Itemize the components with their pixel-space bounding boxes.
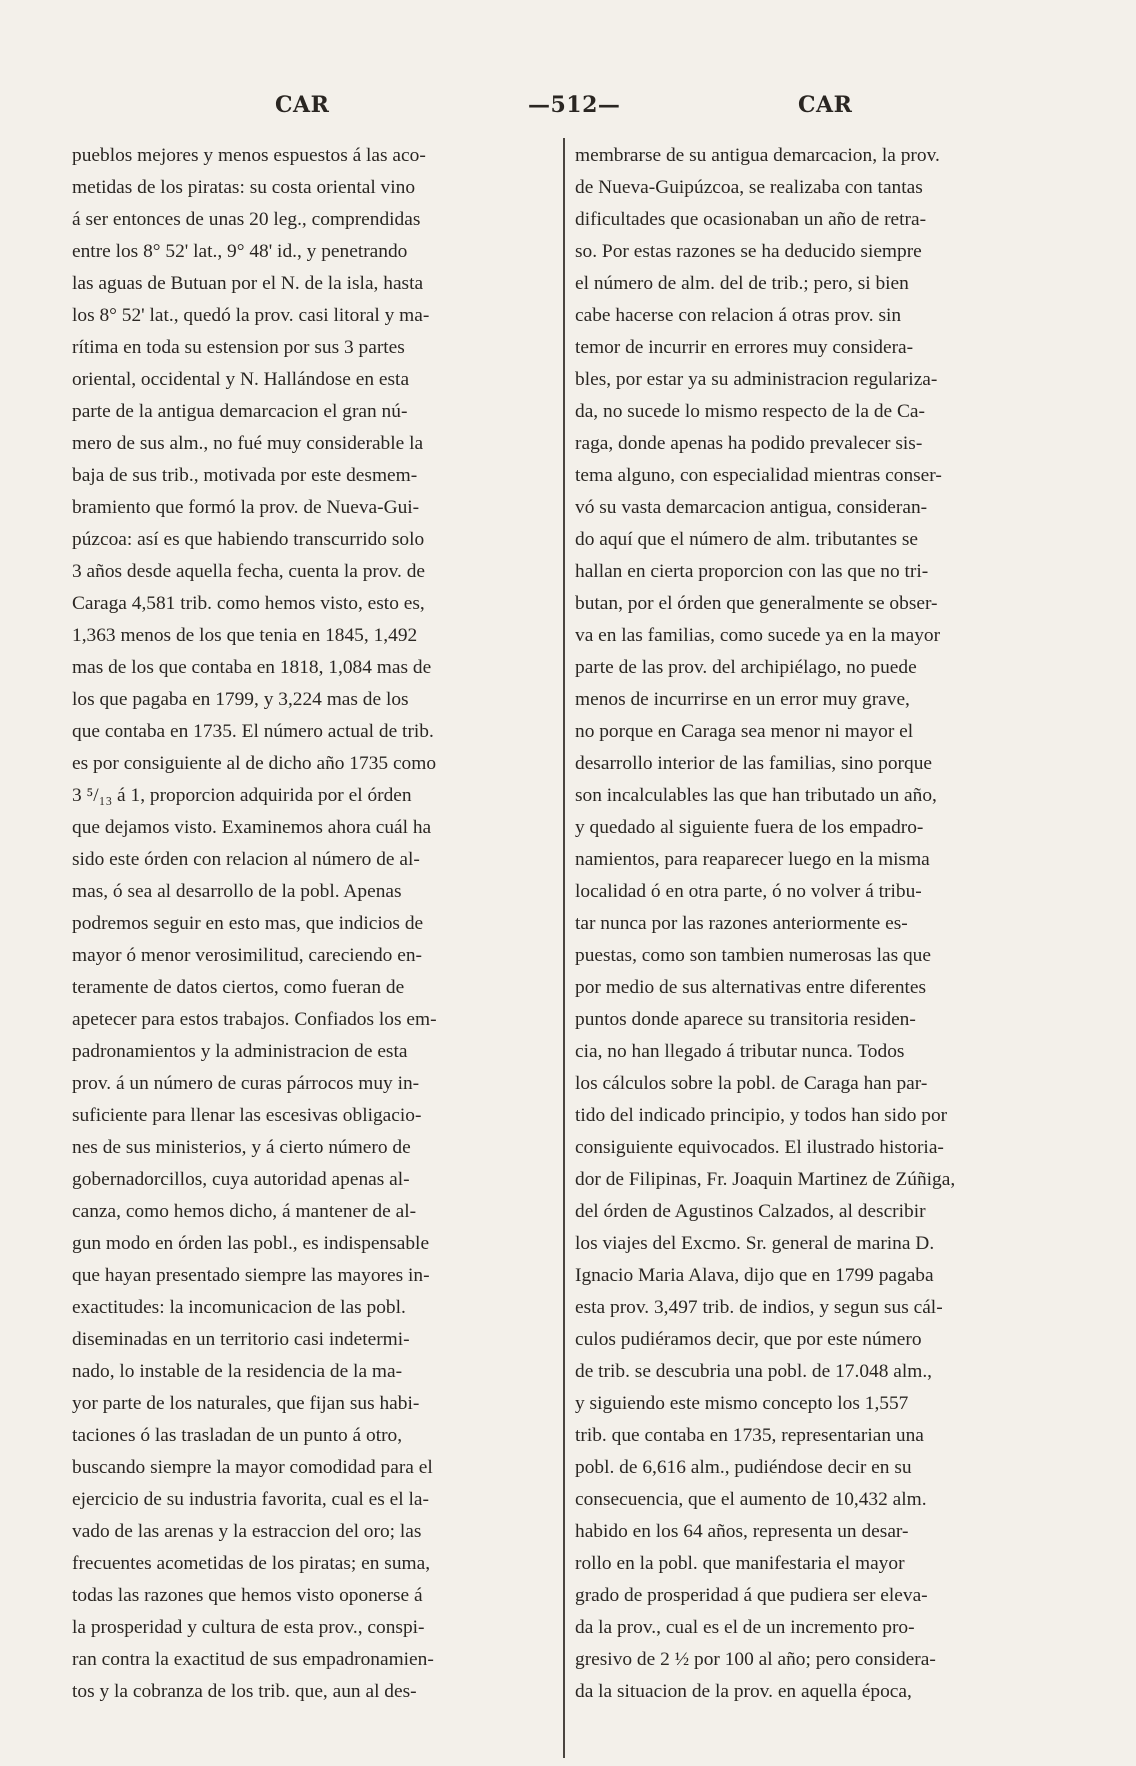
text-line: parte de la antigua demarcacion el gran nú- [72,401,408,422]
text-line: metidas de los piratas: su costa oriental vino [72,177,416,198]
text-line: frecuentes acometidas de los piratas; en suma, [72,1553,431,1574]
text-line: es por consiguiente al de dicho año 1735 como [72,753,437,774]
text-line: trib. que contaba en 1735, representarian una [575,1425,924,1446]
text-line: á ser entonces de unas 20 leg., comprendidas [72,209,421,230]
text-line: dor de Filipinas, Fr. Joaquin Martinez de Zúñiga, [575,1169,956,1190]
text-line: y siguiendo este mismo concepto los 1,557 [575,1393,909,1414]
text-line: da la situacion de la prov. en aquella época, [575,1681,912,1702]
text-line: de Nueva-Guipúzcoa, se realizaba con tantas [575,177,923,198]
column-divider [563,138,565,1758]
text-line: mero de sus alm., no fué muy considerable la [72,433,424,454]
text-line: tema alguno, con especialidad mientras conser- [575,465,942,486]
text-line: gresivo de 2 ½ por 100 al año; pero considera- [575,1649,936,1670]
text-line: púzcoa: así es que habiendo transcurrido solo [72,529,425,550]
text-line: so. Por estas razones se ha deducido siempre [575,241,922,262]
text-line: yor parte de los naturales, que fijan sus habi- [72,1393,420,1414]
text-line: culos pudiéramos decir, que por este número [575,1329,922,1350]
text-line: tido del indicado principio, y todos han sido por [575,1105,948,1126]
text-line: membrarse de su antigua demarcacion, la prov. [575,145,940,166]
text-line: el número de alm. del de trib.; pero, si bien [575,273,909,294]
text-line: sido este órden con relacion al número de al- [72,849,420,870]
text-line: namientos, para reaparecer luego en la misma [575,849,930,870]
text-line: consiguiente equivocados. El ilustrado historia- [575,1137,944,1158]
text-line: taciones ó las trasladan de un punto á otro, [72,1425,403,1446]
text-line: gun modo en órden las pobl., es indispensable [72,1233,430,1254]
text-line: ran contra la exactitud de sus empadronamien- [72,1649,434,1670]
text-line: grado de prosperidad á que pudiera ser eleva- [575,1585,928,1606]
text-line: los 8° 52' lat., quedó la prov. casi litoral y ma- [72,305,430,326]
text-line: y quedado al siguiente fuera de los empadro- [575,817,924,838]
text-line: buscando siempre la mayor comodidad para el [72,1457,433,1478]
text-line: nado, lo instable de la residencia de la ma- [72,1361,403,1382]
text-line: menos de incurrirse en un error muy grave, [575,689,910,710]
page-header [0,92,1136,128]
text-line: puestas, como son tambien numerosas las que [575,945,931,966]
text-line: gobernadorcillos, cuya autoridad apenas al- [72,1169,410,1190]
right-text-column [575,140,1057,1708]
left-text-column [72,140,554,1708]
text-line: da la prov., cual es el de un incremento pro- [575,1617,915,1638]
text-line: podremos seguir en esto mas, que indicios de [72,913,424,934]
text-line: puntos donde aparece su transitoria residen- [575,1009,916,1030]
text-line: los viajes del Excmo. Sr. general de marina D. [575,1233,935,1254]
text-line: del órden de Agustinos Calzados, al describir [575,1201,926,1222]
text-line: bramiento que formó la prov. de Nueva-Gui- [72,497,420,518]
text-line: por medio de sus alternativas entre diferentes [575,977,927,998]
text-line: parte de las prov. del archipiélago, no puede [575,657,917,678]
text-line: prov. á un número de curas párrocos muy in- [72,1073,420,1094]
text-line: teramente de datos ciertos, como fueran de [72,977,405,998]
text-line: oriental, occidental y N. Hallándose en esta [72,369,410,390]
text-line: temor de incurrir en errores muy considera- [575,337,914,358]
text-line: localidad ó en otra parte, ó no volver á tribu- [575,881,922,902]
text-line: consecuencia, que el aumento de 10,432 alm. [575,1489,927,1510]
text-line: exactitudes: la incomunicacion de las pobl. [72,1297,406,1318]
text-line: va en las familias, como sucede ya en la mayor [575,625,941,646]
page-number: —512— [528,92,621,118]
text-line: que contaba en 1735. El número actual de trib. [72,721,434,742]
text-line: la prosperidad y cultura de esta prov., conspi- [72,1617,425,1638]
text-line: desarrollo interior de las familias, sino porque [575,753,933,774]
text-line: tos y la cobranza de los trib. que, aun al des- [72,1681,417,1702]
text-line: cabe hacerse con relacion á otras prov. sin [575,305,902,326]
text-line: nes de sus ministerios, y á cierto número de [72,1137,411,1158]
text-line: Ignacio Maria Alava, dijo que en 1799 pagaba [575,1265,934,1286]
text-line: de trib. se descubria una pobl. de 17.048 alm., [575,1361,933,1382]
text-line: los cálculos sobre la pobl. de Caraga han par- [575,1073,928,1094]
text-line: tar nunca por las razones anteriormente es- [575,913,908,934]
text-line: no porque en Caraga sea menor ni mayor el [575,721,914,742]
text-line: ejercicio de su industria favorita, cual es el la- [72,1489,429,1510]
text-line: rollo en la pobl. que manifestaria el mayor [575,1553,905,1574]
running-head-left: CAR [275,92,330,118]
running-head-right: CAR [798,92,853,118]
text-line: cia, no han llegado á tributar nunca. Todos [575,1041,905,1062]
text-line: canza, como hemos dicho, á mantener de al- [72,1201,417,1222]
text-line: bles, por estar ya su administracion regulariza- [575,369,938,390]
text-line: mayor ó menor verosimilitud, careciendo en- [72,945,422,966]
text-line: entre los 8° 52' lat., 9° 48' id., y penetrando [72,241,408,262]
text-line: mas de los que contaba en 1818, 1,084 mas de [72,657,432,678]
text-line: las aguas de Butuan por el N. de la isla, hasta [72,273,424,294]
text-line: 3 ⁵/₁₃ á 1, proporcion adquirida por el órden [72,785,412,806]
text-line: que dejamos visto. Examinemos ahora cuál ha [72,817,432,838]
text-line: que hayan presentado siempre las mayores in- [72,1265,430,1286]
text-line: diseminadas en un territorio casi indetermi- [72,1329,410,1350]
text-line: pobl. de 6,616 alm., pudiéndose decir en su [575,1457,912,1478]
text-line: pueblos mejores y menos espuestos á las aco- [72,145,426,166]
text-line: rítima en toda su estension por sus 3 partes [72,337,405,358]
text-line: dificultades que ocasionaban un año de retra- [575,209,927,230]
text-line: son incalculables las que han tributado un año, [575,785,937,806]
text-line: hallan en cierta proporcion con las que no tri- [575,561,929,582]
text-line: vó su vasta demarcacion antigua, consideran- [575,497,928,518]
text-line: esta prov. 3,497 trib. de indios, y segun sus cál- [575,1297,943,1318]
text-line: 3 años desde aquella fecha, cuenta la prov. de [72,561,425,582]
text-line: butan, por el órden que generalmente se obser- [575,593,938,614]
text-line: raga, donde apenas ha podido prevalecer sis- [575,433,923,454]
text-line: padronamientos y la administracion de esta [72,1041,408,1062]
text-line: habido en los 64 años, representa un desar- [575,1521,909,1542]
text-line: vado de las arenas y la estraccion del oro; las [72,1521,422,1542]
text-line: baja de sus trib., motivada por este desmem- [72,465,418,486]
text-line: 1,363 menos de los que tenia en 1845, 1,492 [72,625,418,646]
text-line: Caraga 4,581 trib. como hemos visto, esto es, [72,593,425,614]
text-line: suficiente para llenar las escesivas obligacio- [72,1105,422,1126]
text-line: apetecer para estos trabajos. Confiados los em- [72,1009,437,1030]
text-line: da, no sucede lo mismo respecto de la de Ca- [575,401,925,422]
text-line: todas las razones que hemos visto oponerse á [72,1585,423,1606]
text-line: los que pagaba en 1799, y 3,224 mas de los [72,689,409,710]
text-line: mas, ó sea al desarrollo de la pobl. Apenas [72,881,402,902]
text-line: do aquí que el número de alm. tributantes se [575,529,919,550]
